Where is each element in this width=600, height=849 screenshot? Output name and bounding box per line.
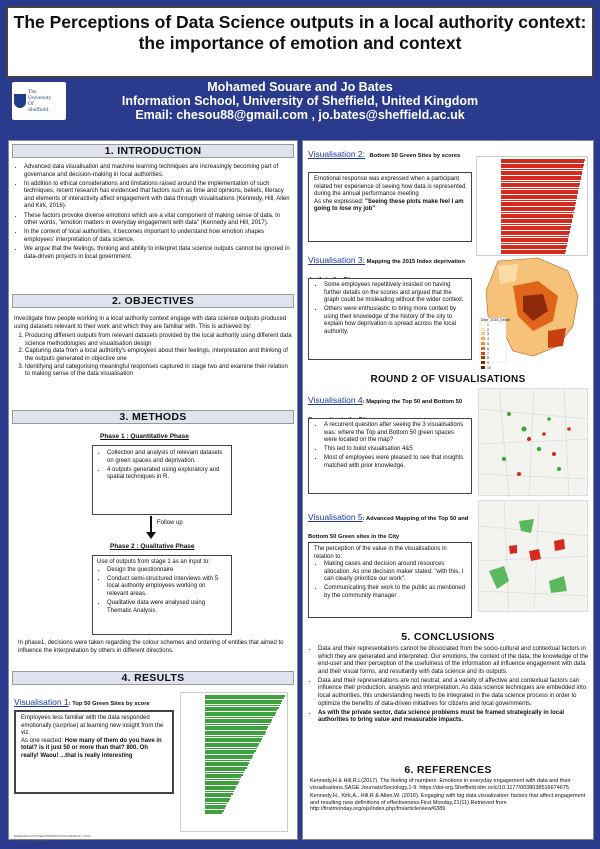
viz2-text: Emotional response was expressed when a participant related her experience of seeing how data is represented during the annual performance meeting: [314, 176, 466, 198]
legend-label: 1: [487, 322, 489, 327]
list-item: • A recurrent question after seeing the 3 visualisations was: where the Top and Bottom 50 green spaces were located on the map?: [324, 422, 466, 445]
legend-label: 6: [487, 346, 489, 351]
viz2-label: Visualisation 2:: [308, 149, 366, 159]
legend-label: 5: [487, 341, 489, 346]
list-item: • 4 outputs generated using exploratory and spatial techniques in R.: [107, 467, 227, 482]
follow-up-label: Follow up: [157, 520, 183, 526]
list-item: 2. Capturing data from a local authority's employees about their feelings, interpretation and thinking of the outputs generated in objective one: [25, 348, 292, 363]
methods-heading-bar: [12, 410, 294, 424]
legend-swatch: [481, 366, 485, 369]
viz5-map: [478, 500, 588, 612]
methods-note: In phase1, decisions were taken regarding the colour schemes and ordering of entities that aimed to influence the interpretation by others in different directions.: [18, 640, 284, 654]
viz2-sub: Bottom 50 Green Sites by scores: [369, 153, 461, 159]
list-item: • Conduct semi-structured interviews with 5 local authority employees working on relevant areas.: [107, 576, 227, 599]
list-item: • Data and their representations are not neutral, and a variety of affective and contextual factors can influence their production, analysis and interpretation. As data science techniques are embedded into local authorities, this understanding needs to be integrated in the data science process in order to optimize the benefits of data-driven initiatives for citizens and local governments.: [318, 678, 592, 708]
viz5-label: Visualisation 5: [308, 512, 363, 522]
viz4-sub: : Mapping the Top 50 and Bottom 50: [362, 399, 463, 405]
viz1-text2: As one reacted:: [21, 737, 65, 744]
references-body: [310, 778, 590, 813]
viz4-label: Visualisation 4: [308, 395, 363, 405]
list-item: • Some employees repetitively insisted on having further details on the scores and argued that the graph could be misleading without the wider context.: [324, 282, 466, 305]
viz1-label: Visualisation 1: [14, 697, 69, 707]
phase2-intro: Use of outputs from stage 1 as an input to:: [97, 559, 211, 565]
viz5-sub: : Advanced Mapping of the Top 50 and Bottom 50 Green sites in the City: [308, 516, 469, 540]
legend-label: 2: [487, 327, 489, 332]
legend-title: Depr_2015_Decile: [481, 318, 510, 322]
results-heading-bar: [12, 671, 294, 685]
footer-credit: [14, 834, 90, 842]
logo-text: The: [28, 89, 37, 95]
phase2-title: Phase 2 : Qualitative Phase: [110, 543, 195, 550]
conclusions-body: [308, 646, 592, 726]
legend-label: 10: [487, 365, 491, 370]
poster-title: The Perceptions of Data Science outputs in a local authority context: the importance of emotion and context: [13, 12, 587, 53]
legend-label: 3: [487, 332, 489, 337]
list-item: • As with the private sector, data science problems must be framed strategically in local authorities to bring value and measurable impacts.: [318, 710, 592, 725]
affiliation: Information School, University of Sheffield, United Kingdom: [121, 94, 479, 108]
logo-text: Of: [28, 101, 34, 107]
viz2-box: [308, 172, 472, 242]
viz5-caption: [308, 507, 478, 543]
footer-line2: www.PosterPresentations.com: [14, 838, 55, 842]
viz2-quote: "Seeing these plots make feel I am going to lose my job": [314, 198, 464, 213]
intro-body: [14, 164, 292, 263]
viz3-map: [478, 256, 588, 370]
conclusions-heading: 5. CONCLUSIONS: [401, 631, 495, 643]
list-item: • Data and their representations cannot be dissociated from the socio-cultural and contextual factors in which they are generated and interpreted. Our emotions, the context of the data, the knowledge of the end-user and their perception of the usefulness of the information all influence engagement with data and their visual forms, and resultantly with data science and its outputs.: [318, 646, 592, 676]
legend-swatch: [481, 361, 485, 364]
intro-heading: 1. INTRODUCTION: [104, 145, 202, 157]
viz2-text2: As she expressed:: [314, 198, 366, 205]
viz2-chart: [476, 156, 588, 256]
legend-label: 4: [487, 337, 489, 342]
viz3-sub: Mapping the 2015 Index deprivation: [366, 259, 465, 265]
legend-swatch: [481, 328, 485, 331]
viz1-chart: [180, 692, 288, 832]
green-sites-map: [479, 389, 589, 497]
advanced-green-sites-map: [479, 501, 589, 613]
viz5-intro: The perception of the value in the visualisations in relation to:: [314, 546, 447, 560]
legend-label: 9: [487, 361, 489, 366]
list-item: • These factors provoke diverse emotions which are a vital component of making sense of data. In other words, "emotion matters in everyday engagement with data" (Kennedy and Hill, 2017).: [24, 213, 292, 228]
list-item: • Others were enthusiastic to bring more context by using their knowledge of the history of the city to explain how deprivation is spread across the local authority.: [324, 306, 466, 336]
legend-swatch: [481, 347, 485, 350]
reference-item: Kennedy,H., Kirk,A., Hill,R & Allen,W. (2016). Engaging with big data visualization: factors that affect engagement and resulting new definitions of effectiveness.First Monday,21(11).Retrieved from http://firstmonday.org/ojs/index.php/fm/article/view/6389: [310, 793, 586, 813]
viz5-box: [308, 542, 472, 618]
legend-swatch: [481, 337, 485, 340]
list-item: • In addition to ethical considerations and limitations raised around the implementation of such techniques, recent research has evidenced that factors such as time and opinions, beliefs, literacy and elements of interactivity affect engagement with data through visualisations (Kennedy, Hill, Allen and Kirk, 2016).: [24, 181, 292, 211]
list-item: • Collection and analysis of relevant datasets on green spaces and deprivation.: [107, 450, 227, 465]
chart-bar: [205, 812, 222, 814]
list-item: • Making cases and decision around resources allocation. As one decision maker stated: "with this, I can clearly prioritize our work".: [324, 561, 466, 584]
phase1-box: [92, 445, 232, 515]
intro-heading-bar: [12, 144, 294, 158]
legend-swatch: [481, 332, 485, 335]
list-item: 3. Identifying and categorising meaningful responses captured in stage two and examine their relation to making sense of the data visualisation: [25, 364, 292, 379]
list-item: • This led to build visualisation 4&5: [324, 446, 466, 454]
list-item: • We argue that the feelings, thinking and ability to interpret data science outputs cannot be ignored in data-driven projects in local government.: [24, 246, 292, 261]
title-box: [6, 6, 594, 78]
email: Email: chesou88@gmail.com , jo.bates@sheffield.ac.uk: [135, 108, 465, 122]
footer-line1: RESEARCH POSTER PRESENTATION DESIGN © 2015: [14, 834, 91, 838]
viz1-text: Employees less familiar with the data responded emotionally (surprise) at learning new insight from the viz.: [21, 715, 164, 737]
legend-label: 7: [487, 351, 489, 356]
viz1-caption: [14, 692, 184, 710]
legend-label: 8: [487, 356, 489, 361]
round2-heading: ROUND 2 OF VISUALISATIONS: [370, 374, 526, 385]
viz1-box: [14, 710, 174, 794]
phase2-box: [92, 555, 232, 635]
objectives-body: [14, 316, 292, 379]
list-item: [324, 455, 466, 470]
list-item: • Design the questionnaire: [107, 567, 227, 575]
viz4-b3: Most of employees were pleased to see that insights matched with prior knowledge.: [324, 455, 464, 469]
methods-heading: 3. METHODS: [119, 411, 187, 423]
legend-swatch: [481, 352, 485, 355]
arrow-down-icon: [146, 532, 156, 539]
reference-item: Kennedy,H & Hill,R.L(2017). The feeling of numbers: Emotions in everyday engagement with data and their visualisations.SAGE Journals/Sociology,1-9. https://doi-org.Sheffield.idm.oclc/10.1177/0038038516674675: [310, 778, 571, 791]
chart-bar: [501, 252, 565, 254]
list-item: • Communicating their work to the public as mentioned by the community manager: [324, 585, 466, 600]
authors: Mohamed Souare and Jo Bates: [207, 80, 393, 94]
viz1-sub: : Top 50 Green Sites by score: [68, 701, 150, 707]
objectives-heading: 2. OBJECTIVES: [111, 295, 195, 307]
legend-swatch: [481, 342, 485, 345]
legend-swatch: [481, 356, 485, 359]
map-legend: [481, 319, 510, 371]
authors-block: [0, 80, 600, 122]
viz3-box: [308, 278, 472, 360]
viz4-map: [478, 388, 588, 496]
references-heading: 6. REFERENCES: [404, 764, 492, 776]
logo-text: Sheffield.: [28, 107, 50, 113]
list-item: • Qualitative data were analysed using Thematic Analysis.: [107, 600, 227, 615]
phase1-title: Phase 1 : Quantitative Phase: [100, 433, 189, 440]
viz3-label: Visualisation 3:: [308, 255, 366, 265]
list-item: • Advanced data visualisation and machine learning techniques are increasingly becoming part of governance and decision-making in local authorities.: [24, 164, 292, 179]
viz4-box: [308, 418, 472, 494]
legend-item: [481, 366, 510, 371]
logo-text: University: [28, 95, 52, 101]
results-heading: 4. RESULTS: [121, 672, 185, 684]
list-item: 1. Producing different outputs from relevant datasets provided by the local authority using different data science methodologies and visualisation design: [25, 333, 292, 348]
objectives-heading-bar: [12, 294, 294, 308]
viz1-quote: How many of them do you have in total? is it just 50 or more than that? 800. Oh really! Waou! ...that is really interesting: [21, 737, 162, 759]
list-item: • In the context of local authorities, it becomes important to understand how emotion shapes employees' interpretation of data science.: [24, 229, 292, 244]
objectives-intro: Investigate how people working in a local authority context engage with data science outputs produced using datasets relevant to their work and which they are familiar with. This is achieved by:: [14, 316, 287, 330]
legend-swatch: [481, 323, 485, 326]
